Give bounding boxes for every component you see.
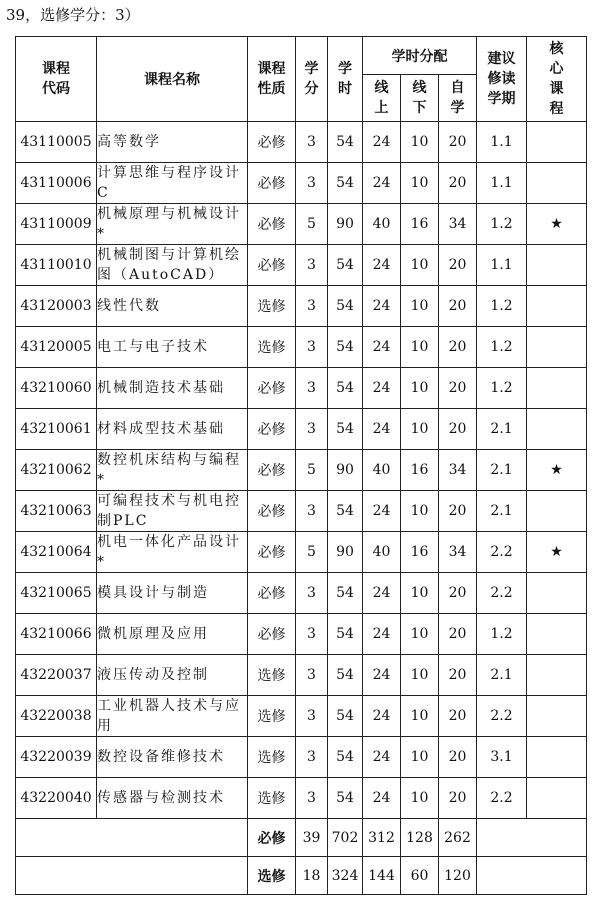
cell-code: 43210063 [16, 491, 97, 532]
cell-nature: 必修 [248, 122, 296, 163]
cell-core [527, 327, 587, 368]
cell-offline: 10 [401, 573, 439, 614]
summary-self: 120 [439, 857, 477, 895]
cell-hours: 54 [328, 614, 363, 655]
cell-hours: 54 [328, 696, 363, 737]
cell-nature: 必修 [248, 573, 296, 614]
cell-hours: 54 [328, 368, 363, 409]
table-row [16, 696, 587, 737]
cell-online: 24 [363, 491, 401, 532]
cell-code: 43210065 [16, 573, 97, 614]
cell-self: 20 [439, 778, 477, 819]
cell-term: 2.1 [477, 409, 527, 450]
cell-offline: 16 [401, 532, 439, 573]
cell-self: 20 [439, 573, 477, 614]
cell-self: 20 [439, 737, 477, 778]
cell-online: 24 [363, 286, 401, 327]
cell-credits: 3 [296, 573, 328, 614]
cell-code: 43210064 [16, 532, 97, 573]
cell-self: 20 [439, 491, 477, 532]
cell-name: 数控设备维修技术 [97, 737, 248, 778]
cell-hours: 90 [328, 450, 363, 491]
cell-name: 电工与电子技术 [97, 327, 248, 368]
summary-label: 选修 [248, 857, 296, 895]
cell-code: 43210060 [16, 368, 97, 409]
table-row [16, 286, 587, 327]
cell-term: 1.1 [477, 245, 527, 286]
cell-self: 20 [439, 655, 477, 696]
table-row [16, 245, 587, 286]
cell-core [527, 368, 587, 409]
cell-self: 20 [439, 122, 477, 163]
summary-empty-cell [16, 857, 248, 895]
cell-term: 2.1 [477, 491, 527, 532]
header-hours: 学 时 [328, 37, 363, 122]
cell-code: 43210066 [16, 614, 97, 655]
cell-core [527, 696, 587, 737]
cell-name: 线性代数 [97, 286, 248, 327]
header-name: 课程名称 [97, 37, 248, 122]
cell-offline: 10 [401, 655, 439, 696]
cell-offline: 10 [401, 286, 439, 327]
cell-code: 43110009 [16, 204, 97, 245]
cell-self: 20 [439, 696, 477, 737]
header-self: 自 学 [439, 75, 477, 122]
cell-online: 24 [363, 245, 401, 286]
cell-online: 24 [363, 696, 401, 737]
table-row [16, 368, 587, 409]
cell-online: 24 [363, 409, 401, 450]
cell-hours: 54 [328, 491, 363, 532]
cell-term: 1.1 [477, 122, 527, 163]
table-row [16, 778, 587, 819]
table-row [16, 163, 587, 204]
cell-online: 24 [363, 122, 401, 163]
cell-core: ★ [527, 204, 587, 245]
cell-name: 机电一体化产品设计* [97, 532, 248, 573]
cell-credits: 3 [296, 122, 328, 163]
cell-self: 34 [439, 204, 477, 245]
cell-code: 43120003 [16, 286, 97, 327]
cell-self: 20 [439, 245, 477, 286]
cell-term: 1.2 [477, 614, 527, 655]
summary-offline: 60 [401, 857, 439, 895]
cell-credits: 3 [296, 614, 328, 655]
cell-credits: 3 [296, 696, 328, 737]
cell-core [527, 655, 587, 696]
cell-core: ★ [527, 532, 587, 573]
cell-hours: 54 [328, 122, 363, 163]
cell-code: 43220039 [16, 737, 97, 778]
header-core: 核 心 课 程 [527, 37, 587, 122]
cell-name: 高等数学 [97, 122, 248, 163]
cell-core [527, 409, 587, 450]
cell-name: 数控机床结构与编程* [97, 450, 248, 491]
cell-nature: 必修 [248, 614, 296, 655]
table-row [16, 614, 587, 655]
cell-credits: 3 [296, 368, 328, 409]
cell-credits: 3 [296, 327, 328, 368]
table-row [16, 450, 587, 491]
cell-code: 43210062 [16, 450, 97, 491]
cell-online: 24 [363, 778, 401, 819]
cell-offline: 10 [401, 368, 439, 409]
cell-online: 24 [363, 327, 401, 368]
cell-nature: 必修 [248, 245, 296, 286]
cell-code: 43220038 [16, 696, 97, 737]
cell-term: 2.2 [477, 696, 527, 737]
cell-core [527, 286, 587, 327]
header-credits: 学 分 [296, 37, 328, 122]
cell-credits: 5 [296, 204, 328, 245]
table-row [16, 122, 587, 163]
cell-name: 机械制造技术基础 [97, 368, 248, 409]
cell-nature: 必修 [248, 204, 296, 245]
table-row [16, 204, 587, 245]
cell-credits: 3 [296, 491, 328, 532]
cell-core [527, 122, 587, 163]
header-online: 线 上 [363, 75, 401, 122]
cell-online: 24 [363, 573, 401, 614]
cell-term: 2.2 [477, 532, 527, 573]
summary-body [16, 819, 587, 895]
cell-nature: 选修 [248, 286, 296, 327]
cell-name: 材料成型技术基础 [97, 409, 248, 450]
cell-core: ★ [527, 450, 587, 491]
course-table [15, 36, 587, 895]
cell-core [527, 245, 587, 286]
cell-nature: 必修 [248, 409, 296, 450]
table-body [16, 122, 587, 819]
cell-code: 43110010 [16, 245, 97, 286]
cell-term: 2.2 [477, 778, 527, 819]
cell-nature: 必修 [248, 532, 296, 573]
cell-offline: 10 [401, 491, 439, 532]
cell-core [527, 491, 587, 532]
cell-offline: 10 [401, 737, 439, 778]
summary-row [16, 819, 587, 857]
cell-nature: 必修 [248, 163, 296, 204]
table-row [16, 655, 587, 696]
cell-term: 1.2 [477, 368, 527, 409]
cell-name: 机械原理与机械设计* [97, 204, 248, 245]
table-row [16, 327, 587, 368]
cell-hours: 90 [328, 204, 363, 245]
cell-offline: 10 [401, 245, 439, 286]
cell-core [527, 737, 587, 778]
cell-credits: 3 [296, 737, 328, 778]
cell-nature: 必修 [248, 368, 296, 409]
cell-offline: 10 [401, 163, 439, 204]
cell-name: 可编程技术与机电控制PLC [97, 491, 248, 532]
cell-credits: 3 [296, 163, 328, 204]
cell-core [527, 163, 587, 204]
cell-core [527, 614, 587, 655]
table-row [16, 532, 587, 573]
cell-code: 43220040 [16, 778, 97, 819]
cell-nature: 选修 [248, 737, 296, 778]
cell-hours: 54 [328, 655, 363, 696]
cell-online: 24 [363, 614, 401, 655]
summary-empty-cell [477, 857, 587, 895]
cell-term: 1.2 [477, 286, 527, 327]
cell-self: 34 [439, 450, 477, 491]
cell-offline: 10 [401, 614, 439, 655]
cell-core [527, 778, 587, 819]
cell-offline: 16 [401, 204, 439, 245]
summary-hours: 702 [328, 819, 363, 857]
cell-name: 液压传动及控制 [97, 655, 248, 696]
cell-term: 2.2 [477, 573, 527, 614]
summary-self: 262 [439, 819, 477, 857]
cell-core [527, 573, 587, 614]
table-row [16, 491, 587, 532]
cell-nature: 必修 [248, 491, 296, 532]
cell-offline: 10 [401, 409, 439, 450]
header-code: 课程 代码 [16, 37, 97, 122]
cell-hours: 54 [328, 737, 363, 778]
summary-row [16, 857, 587, 895]
summary-empty-cell [477, 819, 587, 857]
cell-name: 工业机器人技术与应用 [97, 696, 248, 737]
cell-online: 24 [363, 368, 401, 409]
summary-online: 312 [363, 819, 401, 857]
summary-hours: 324 [328, 857, 363, 895]
cell-term: 2.1 [477, 655, 527, 696]
header-term: 建议 修读 学期 [477, 37, 527, 122]
cell-term: 3.1 [477, 737, 527, 778]
cell-hours: 90 [328, 532, 363, 573]
cell-name: 机械制图与计算机绘图（AutoCAD） [97, 245, 248, 286]
cell-offline: 10 [401, 696, 439, 737]
cell-self: 20 [439, 327, 477, 368]
header-offline: 线 下 [401, 75, 439, 122]
cell-name: 传感器与检测技术 [97, 778, 248, 819]
table-row [16, 409, 587, 450]
cell-credits: 3 [296, 409, 328, 450]
cell-credits: 3 [296, 245, 328, 286]
summary-credits: 18 [296, 857, 328, 895]
cell-offline: 16 [401, 450, 439, 491]
summary-online: 144 [363, 857, 401, 895]
cell-self: 34 [439, 532, 477, 573]
cell-offline: 10 [401, 327, 439, 368]
cell-hours: 54 [328, 245, 363, 286]
cell-credits: 3 [296, 778, 328, 819]
cell-hours: 54 [328, 163, 363, 204]
cell-self: 20 [439, 409, 477, 450]
table-row [16, 737, 587, 778]
summary-label: 必修 [248, 819, 296, 857]
cell-code: 43110005 [16, 122, 97, 163]
header-distribution: 学时分配 [363, 37, 477, 75]
cell-online: 24 [363, 655, 401, 696]
cell-nature: 选修 [248, 778, 296, 819]
cell-online: 24 [363, 737, 401, 778]
cell-term: 1.2 [477, 327, 527, 368]
cell-online: 24 [363, 163, 401, 204]
cell-term: 1.2 [477, 204, 527, 245]
cell-offline: 10 [401, 122, 439, 163]
cell-code: 43120005 [16, 327, 97, 368]
cell-self: 20 [439, 368, 477, 409]
cell-hours: 54 [328, 778, 363, 819]
cell-nature: 选修 [248, 327, 296, 368]
header-row [16, 37, 587, 75]
cell-nature: 选修 [248, 696, 296, 737]
cell-code: 43110006 [16, 163, 97, 204]
cell-online: 40 [363, 532, 401, 573]
cell-online: 40 [363, 450, 401, 491]
header-nature: 课程 性质 [248, 37, 296, 122]
cell-hours: 54 [328, 327, 363, 368]
cell-term: 2.1 [477, 450, 527, 491]
cell-self: 20 [439, 286, 477, 327]
cell-credits: 3 [296, 655, 328, 696]
table-row [16, 573, 587, 614]
cell-name: 模具设计与制造 [97, 573, 248, 614]
cell-hours: 54 [328, 409, 363, 450]
cell-hours: 54 [328, 286, 363, 327]
cell-self: 20 [439, 163, 477, 204]
cell-online: 40 [363, 204, 401, 245]
cell-credits: 5 [296, 450, 328, 491]
cell-nature: 选修 [248, 655, 296, 696]
cell-name: 计算思维与程序设计C [97, 163, 248, 204]
cell-term: 1.1 [477, 163, 527, 204]
summary-empty-cell [16, 819, 248, 857]
cell-nature: 必修 [248, 450, 296, 491]
cell-credits: 3 [296, 286, 328, 327]
summary-credits: 39 [296, 819, 328, 857]
cell-hours: 54 [328, 573, 363, 614]
cell-offline: 10 [401, 778, 439, 819]
cell-name: 微机原理及应用 [97, 614, 248, 655]
intro-text: 39，选修学分：3） [6, 6, 140, 24]
cell-code: 43210061 [16, 409, 97, 450]
cell-self: 20 [439, 614, 477, 655]
cell-code: 43220037 [16, 655, 97, 696]
summary-offline: 128 [401, 819, 439, 857]
cell-credits: 5 [296, 532, 328, 573]
